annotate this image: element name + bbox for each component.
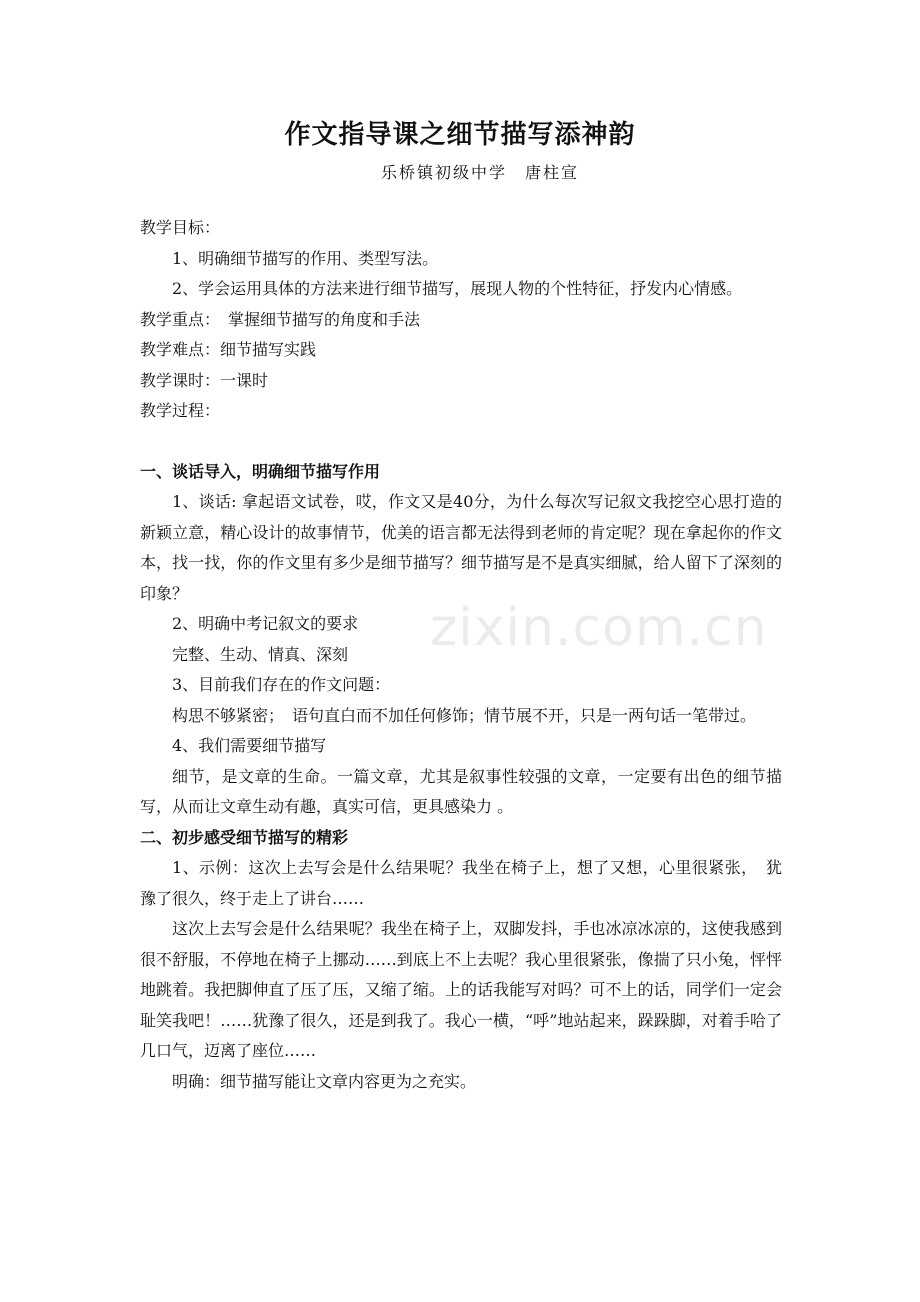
section-1-paragraph-7: 细节，是文章的生命。一篇文章，尤其是叙事性较强的文章，一定要有出色的细节描写，从而让文章生动有趣，真实可信，更具感染力 。 [140, 766, 782, 816]
section-1-paragraph-4: 3、目前我们存在的作文问题： [172, 675, 391, 694]
section-1-paragraph-6: 4、我们需要细节描写 [172, 736, 327, 755]
document-title: 作文指导课之细节描写添神韵 [284, 120, 636, 150]
section-1-paragraph-1: 1、谈话: 拿起语文试卷，哎，作文又是40分，为什么每次写记叙文我挖空心思打造的新颖立意，精心设计的故事情节，优美的语言都无法得到老师的肯定呢？现在拿起你的作文本，找一找，你的作文里有多少是细节描写？细节描写是不是真实细腻，给人留下了深刻的印象？ [140, 492, 782, 603]
section-2-paragraph-3: 明确：细节描写能让文章内容更为之充实。 [172, 1071, 477, 1091]
author-line: 乐桥镇初级中学 唐柱宣 [380, 163, 579, 182]
section-2-paragraph-1: 1、示例：这次上去写会是什么结果呢？我坐在椅子上，想了又想，心里很紧张， 犹豫了很久，终于走上了讲台…… [140, 858, 782, 908]
teaching-process: 教学过程： [140, 401, 221, 420]
teaching-goal-2: 2、学会运用具体的方法来进行细节描写，展现人物的个性特征，抒发内心情感。 [172, 279, 743, 298]
teaching-difficulty: 教学难点：细节描写实践 [140, 340, 317, 359]
watermark: zixin.com.cn [430, 598, 768, 658]
teaching-goal-1: 1、明确细节描写的作用、类型写法。 [172, 248, 439, 268]
section-1-heading: 一、谈话导入，明确细节描写作用 [140, 461, 381, 481]
teaching-key-point: 教学重点： 掌握细节描写的角度和手法 [140, 309, 421, 329]
blank-line [140, 427, 782, 457]
document-body [140, 213, 782, 1097]
section-1-paragraph-2: 2、明确中考记叙文的要求 [172, 614, 359, 633]
section-1-paragraph-3: 完整、生动、情真、深刻 [172, 644, 349, 664]
section-2-paragraph-2: 这次上去写会是什么结果呢？我坐在椅子上，双脚发抖，手也冰凉冰凉的，这使我感到很不舒服，不停地在椅子上挪动……到底上不上去呢？我心里很紧张，像揣了只小兔，怦怦地跳着。我把脚伸直了压了压，又缩了缩。上的话我能写对吗？可不上的话，同学们一定会耻笑我吧！……犹豫了很久，还是到我了。我心一横，“呼”地站起来，跺跺脚，对着手哈了几口气，迈离了座位…… [140, 919, 782, 1060]
teaching-period: 教学课时：一课时 [140, 370, 269, 390]
section-2-heading: 二、初步感受细节描写的精彩 [140, 827, 349, 847]
teaching-goal-heading: 教学目标： [140, 218, 221, 237]
section-1-paragraph-5: 构思不够紧密； 语句直白而不加任何修饰；情节展不开，只是一两句话一笔带过。 [172, 705, 757, 725]
